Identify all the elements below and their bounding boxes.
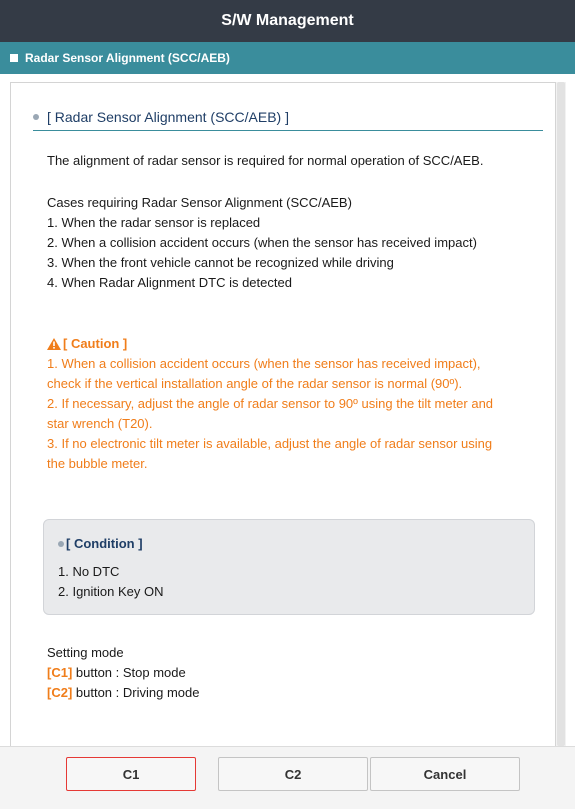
section-title: [ Radar Sensor Alignment (SCC/AEB) ] <box>47 109 289 125</box>
condition-item: 1. No DTC <box>58 564 120 579</box>
caution-line: 3. If no electronic tilt meter is available, adjust the angle of radar sensor using <box>47 436 493 451</box>
setting-key: [C1] <box>47 665 73 680</box>
intro-text: The alignment of radar sensor is required for normal operation of SCC/AEB. <box>47 153 484 168</box>
case-item: 3. When the front vehicle cannot be recognized while driving <box>47 255 394 270</box>
scrollbar-thumb[interactable] <box>557 82 565 746</box>
case-item: 4. When Radar Alignment DTC is detected <box>47 275 292 290</box>
setting-mode-block <box>47 643 199 703</box>
c1-button[interactable]: C1 <box>66 757 196 791</box>
caution-title: [ Caution ] <box>63 336 128 351</box>
caution-text <box>47 354 547 474</box>
bullet-dot-icon <box>33 114 39 120</box>
subheader-title: Radar Sensor Alignment (SCC/AEB) <box>25 51 230 65</box>
caution-heading <box>47 336 127 351</box>
condition-heading <box>58 536 143 551</box>
window-title-bar <box>0 0 575 42</box>
section-heading <box>33 109 553 125</box>
condition-title: [ Condition ] <box>66 536 143 551</box>
window-title: S/W Management <box>221 12 354 29</box>
c2-button[interactable]: C2 <box>218 757 368 791</box>
case-item: 1. When the radar sensor is replaced <box>47 215 261 230</box>
cases-title: Cases requiring Radar Sensor Alignment (SCC/AEB) <box>47 195 352 210</box>
caution-line: star wrench (T20). <box>47 416 153 431</box>
bullet-dot-icon <box>58 541 64 547</box>
warning-triangle-icon <box>47 338 61 350</box>
condition-box <box>43 519 535 615</box>
caution-line: check if the vertical installation angle of the radar sensor is normal (90º). <box>47 376 463 391</box>
square-bullet-icon <box>10 54 18 62</box>
setting-text: button : Driving mode <box>72 685 200 700</box>
setting-text: button : Stop mode <box>72 665 186 680</box>
section-divider <box>33 130 543 131</box>
setting-item-c2 <box>47 683 199 703</box>
scrollbar[interactable] <box>556 82 566 746</box>
caution-line: 2. If necessary, adjust the angle of radar sensor to 90º using the tilt meter and <box>47 396 494 411</box>
subheader-bar <box>0 42 575 74</box>
setting-title: Setting mode <box>47 645 124 660</box>
cancel-button[interactable]: Cancel <box>370 757 520 791</box>
caution-line: 1. When a collision accident occurs (when the sensor has received impact), <box>47 356 481 371</box>
setting-key: [C2] <box>47 685 73 700</box>
condition-item: 2. Ignition Key ON <box>58 584 164 599</box>
content-panel <box>10 82 556 747</box>
caution-line: the bubble meter. <box>47 456 148 471</box>
case-item: 2. When a collision accident occurs (when the sensor has received impact) <box>47 235 477 250</box>
condition-list <box>58 562 164 602</box>
cases-block <box>47 193 477 293</box>
button-bar <box>0 746 575 809</box>
setting-item-c1 <box>47 663 199 683</box>
